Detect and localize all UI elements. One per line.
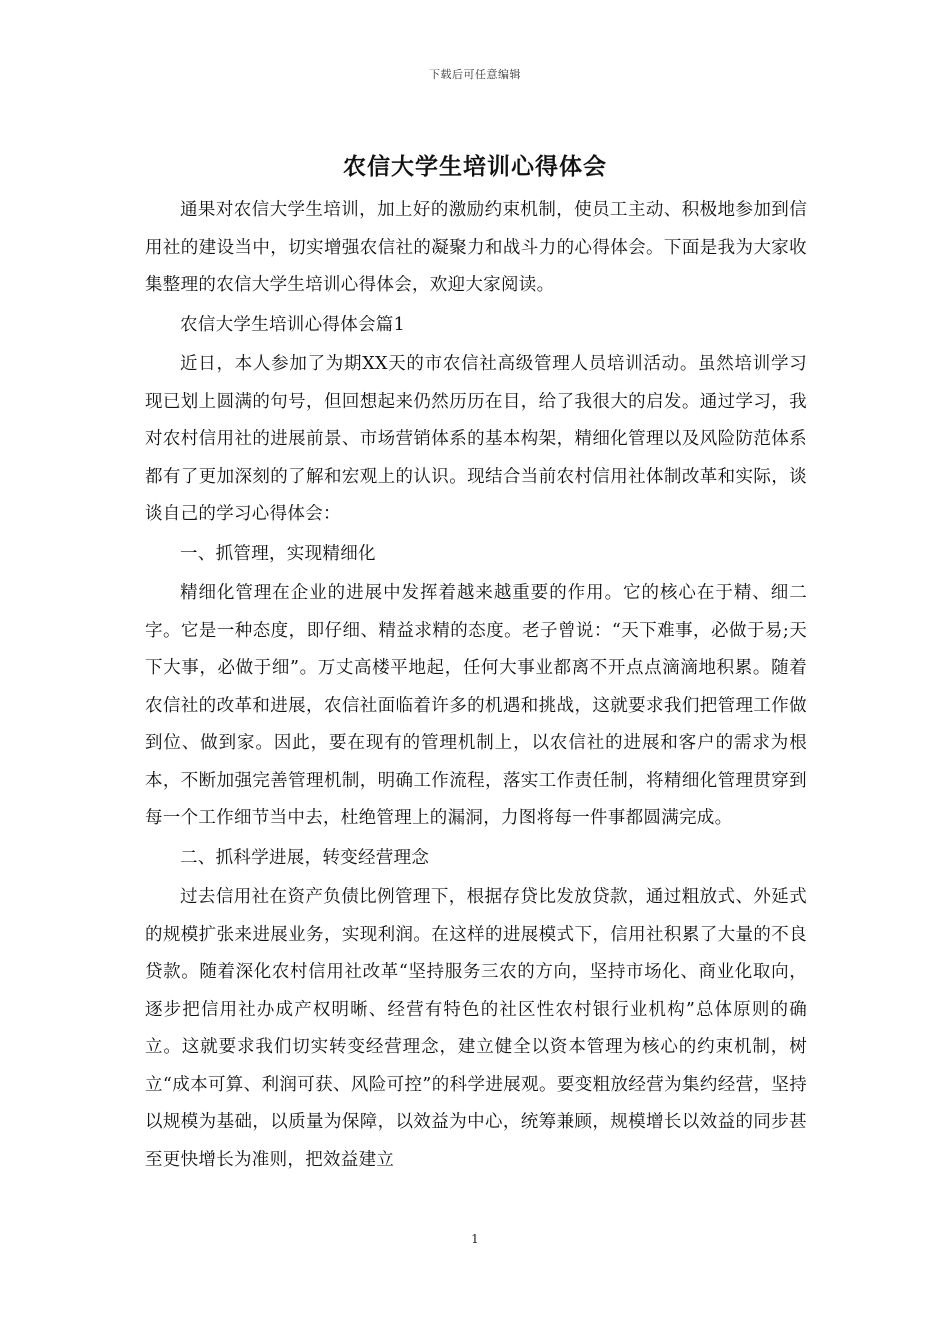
header-note: 下载后可任意编辑	[429, 68, 521, 81]
body-paragraph: 精细化管理在企业的进展中发挥着越来越重要的作用。它的核心在于精、细二字。它是一种态度，即仔细、精益求精的态度。老子曾说：“天下难事，必做于易;天下大事，必做于细”。万丈高楼平地起，任何大事业都离不开点点滴滴地积累。随着农信社的改革和进展，农信社面临着许多的机遇和挑战，这就要求我们把管理工作做到位、做到家。因此，要在现有的管理机制上，以农信社的进展和客户的需求为根本，不断加强完善管理机制，明确工作流程，落实工作责任制，将精细化管理贯穿到每一个工作细节当中去，杜绝管理上的漏洞，力图将每一件事都圆满完成。	[145, 583, 807, 828]
section-title: 农信大学生培训心得体会篇1	[180, 314, 406, 335]
body-paragraph: 近日，本人参加了为期XX天的市农信社高级管理人员培训活动。虽然培训学习现已划上圆满的句号，但回想起来仍然历历在目，给了我很大的启发。通过学习，我对农村信用社的进展前景、市场营销体系的基本构架，精细化管理以及风险防范体系都有了更加深刻的了解和宏观上的认识。现结合当前农村信用社体制改革和实际，谈谈自己的学习心得体会：	[145, 354, 807, 524]
document-body	[145, 192, 807, 1181]
body-paragraph: 过去信用社在资产负债比例管理下，根据存贷比发放贷款，通过粗放式、外延式的规模扩张来进展业务，实现利润。在这样的进展模式下，信用社积累了大量的不良贷款。随着深化农村信用社改革“坚持服务三农的方向，坚持市场化、商业化取向，逐步把信用社办成产权明晰、经营有特色的社区性农村银行业机构”总体原则的确立。这就要求我们切实转变经营理念，建立健全以资本管理为核心的约束机制，树立“成本可算、利润可获、风险可控”的科学进展观。要变粗放经营为集约经营，坚持以规模为基础，以质量为保障，以效益为中心，统筹兼顾，规模增长以效益的同步甚至更快增长为准则，把效益建立	[145, 887, 807, 1170]
intro-paragraph: 通果对农信大学生培训，加上好的激励约束机制，使员工主动、积极地参加到信用社的建设当中，切实增强农信社的凝聚力和战斗力的心得体会。下面是我为大家收集整理的农信大学生培训心得体会，欢迎大家阅读。	[145, 200, 807, 295]
document-title: 农信大学生培训心得体会	[343, 153, 607, 180]
subheading-management: 一、抓管理，实现精细化	[180, 543, 376, 564]
subheading-development: 二、抓科学进展，转变经营理念	[180, 847, 430, 868]
page-number: 1	[471, 1232, 479, 1246]
